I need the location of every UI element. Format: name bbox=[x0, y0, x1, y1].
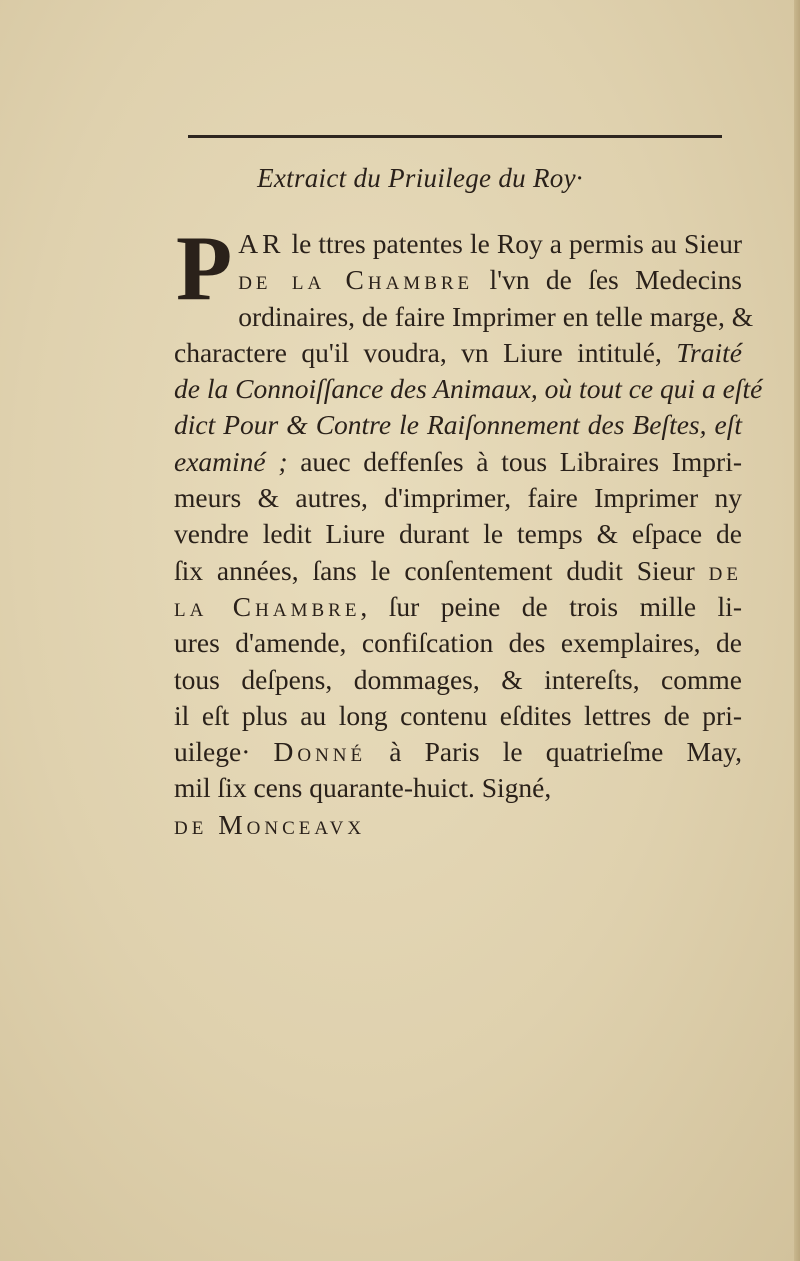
text-line bbox=[174, 770, 742, 806]
text-segment: uilege· bbox=[174, 736, 274, 768]
text-segment: de la Chambre bbox=[238, 264, 474, 296]
text-line bbox=[174, 589, 742, 625]
text-segment: dict Pour & Contre le Raiſonnement des Beſtes, eſt bbox=[174, 409, 742, 441]
text-line bbox=[174, 262, 742, 298]
text-segment: la Chambre bbox=[174, 590, 361, 622]
text-line bbox=[174, 698, 742, 734]
text-line bbox=[174, 625, 742, 661]
text-line bbox=[174, 407, 742, 443]
text-segment: ures d'amende, confiſcation des exemplaires, de bbox=[174, 627, 742, 659]
text-segment: AR bbox=[238, 228, 285, 259]
text-segment: charactere qu'il voudra, vn Liure intitulé, bbox=[174, 336, 677, 368]
drop-cap: P bbox=[176, 217, 233, 319]
text-line bbox=[174, 516, 742, 552]
text-segment: mil ſix cens quarante-huict. Signé, bbox=[174, 772, 552, 804]
text-line bbox=[174, 807, 742, 843]
text-line bbox=[174, 226, 742, 262]
text-segment: le ttres patentes le Roy a permis au Sieur bbox=[284, 228, 742, 259]
text-segment: de la Connoiſſance des Animaux, où tout ce qui a eſté bbox=[174, 373, 763, 405]
text-line bbox=[174, 553, 742, 589]
header-rule bbox=[188, 135, 722, 138]
text-line bbox=[174, 480, 742, 516]
text-segment: meurs & autres, d'imprimer, faire Imprimer ny bbox=[174, 482, 742, 514]
text-line bbox=[174, 299, 754, 335]
text-segment: examiné ; bbox=[174, 445, 288, 477]
privilege-heading bbox=[0, 163, 800, 194]
text-segment: tous deſpens, dommages, & intereſts, comme bbox=[174, 663, 742, 695]
text-segment: , ſur peine de trois mille li- bbox=[360, 590, 742, 622]
text-segment: vendre ledit Liure durant le temps & eſpace de bbox=[174, 518, 742, 550]
text-segment: ſix années, ſans le conſentement dudit Sieur bbox=[174, 554, 709, 586]
text-segment: il eſt plus au long contenu eſdites lettres de pri- bbox=[174, 699, 742, 731]
text-line bbox=[174, 444, 742, 480]
text-segment: auec deffenſes à tous Libraires Impri- bbox=[287, 445, 742, 477]
text-segment: à Paris le quatrieſme May, bbox=[366, 736, 742, 768]
text-segment: l'vn de ſes Medecins bbox=[473, 264, 742, 296]
privilege-text bbox=[174, 217, 763, 843]
text-segment: de bbox=[708, 554, 742, 586]
text-line bbox=[174, 335, 742, 371]
text-line bbox=[174, 371, 763, 407]
heading-text: Extraict du Priuilege du Roy· bbox=[257, 163, 583, 193]
text-line bbox=[174, 734, 742, 770]
text-line bbox=[174, 662, 742, 698]
text-segment: de Monceavx bbox=[174, 808, 366, 840]
text-segment: Traité bbox=[676, 336, 742, 368]
text-segment: ordinaires, de faire Imprimer en telle marge, & bbox=[238, 300, 754, 332]
text-segment: Donné bbox=[273, 736, 367, 768]
